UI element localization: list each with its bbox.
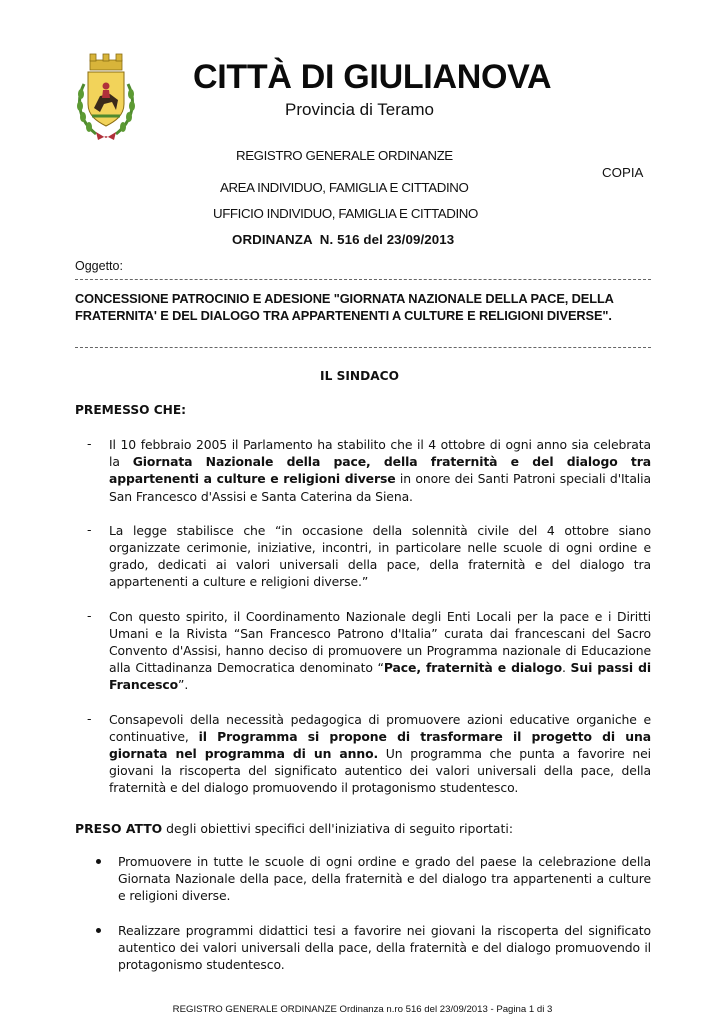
section-heading [0, 369, 725, 383]
text-run: ”. [178, 677, 189, 693]
dash-marker: - [87, 607, 92, 623]
sindaco-label: IL SINDACO [320, 369, 399, 383]
dash-marker: - [87, 710, 92, 726]
bold-text: Giornata Nazionale della pace, della fraternità e del dialogo tra appartenenti a culture e religioni diverse [109, 454, 651, 487]
text-run: Il 10 febbraio 2005 il Parlamento ha stabilito che il 4 ottobre di ogni anno sia celebrata la [109, 437, 651, 470]
office-label: UFFICIO INDIVIDUO, FAMIGLIA E CITTADINO [213, 206, 478, 221]
paragraph: Realizzare programmi didattici tesi a favorire nei giovani la riscoperta del significato autentico dei valori universali della pace, della fraternità e del dialogo promuovendo il protagonismo studentesco. [118, 922, 651, 973]
bold-text: il Programma si propone di trasformare il progetto di una giornata nel programma di un anno. [109, 728, 651, 762]
text-run: Consapevoli della necessità pedagogica di promuovere azioni educative organiche e continuative, [109, 711, 651, 744]
list-item [75, 711, 651, 797]
ordinance-del: del [363, 232, 383, 247]
city-title: CITTÀ DI GIULIANOVA [193, 58, 552, 96]
text-run: in onore dei Santi Patroni speciali d'Italia San Francesco d'Assisi e Santa Caterina da Siena. [109, 471, 651, 504]
premises-list [75, 436, 651, 814]
paragraph [109, 436, 651, 505]
paragraph [109, 711, 651, 797]
dash-marker: - [87, 521, 92, 537]
area-label: AREA INDIVIDUO, FAMIGLIA E CITTADINO [220, 180, 469, 195]
registry-label: REGISTRO GENERALE ORDINANZE [236, 148, 453, 163]
list-item [75, 922, 651, 974]
objectives-list [75, 853, 651, 990]
divider [75, 347, 651, 348]
subject-text: CONCESSIONE PATROCINIO E ADESIONE "GIORNATA NAZIONALE DELLA PACE, DELLA FRATERNITA' E DEL DIALOGO TRA APPARTENENTI A CULTURE E RELIGIONI DIVERSE". [75, 291, 614, 323]
paragraph [109, 608, 651, 694]
bullet-icon [96, 928, 101, 933]
copy-label: COPIA [602, 165, 644, 180]
bullet-icon [96, 859, 101, 864]
list-item [75, 522, 651, 591]
ordinance-number [232, 232, 454, 247]
paragraph: Promuovere in tutte le scuole di ogni ordine e grado del paese la celebrazione della Giornata Nazionale della pace, della fraternità e del dialogo tra appartenenti a culture e religioni diverse. [118, 854, 651, 904]
province-subtitle: Provincia di Teramo [285, 100, 434, 119]
text-run: Con questo spirito, il Coordinamento Nazionale degli Enti Locali per la pace e i Diritti Umani e la Rivista “San Francesco Patrono d'Italia” curata dai francescani del Sacro Convento d'Assisi, hanno deciso di promuovere un Programma nazionale di Educazione alla Cittadinanza Democratica denominato “ [109, 608, 651, 676]
ordinance-number-value: 516 [337, 232, 360, 247]
preso-atto-bold: PRESO ATTO [75, 821, 163, 836]
list-item [75, 853, 651, 905]
list-item [75, 608, 651, 694]
ordinance-prefix: ORDINANZA N. [232, 232, 334, 247]
divider [75, 279, 651, 280]
list-item [75, 436, 651, 505]
text-run: . [562, 660, 571, 676]
paragraph [109, 522, 651, 591]
preso-atto-paragraph [75, 820, 651, 837]
dash-marker: - [87, 436, 92, 451]
coat-of-arms-icon [74, 50, 138, 142]
text-run: degli obiettivi specifici dell'iniziativa di seguito riportati: [162, 821, 514, 836]
premesso-heading: PREMESSO CHE: [75, 403, 187, 417]
page-footer: REGISTRO GENERALE ORDINANZE Ordinanza n.ro 516 del 23/09/2013 - Pagina 1 di 3 [172, 1004, 553, 1015]
text-run: La legge stabilisce che “in occasione della solennità civile del 4 ottobre siano organizzate cerimonie, iniziative, incontri, in particolare nelle scuole di ogni ordine e grado, dedicati ai valori universali della pace, della fraternità e del dialogo tra appartenenti a culture e religioni diverse.” [109, 522, 651, 590]
subject-label: Oggetto: [75, 259, 123, 273]
text-run: Un programma che punta a favorire nei giovani la riscoperta del significato autentico dei valori universali della pace, della fraternità e del dialogo promuovendo il protagonismo studentesco. [109, 746, 651, 796]
ordinance-date: 23/09/2013 [386, 232, 455, 247]
bold-text: Sui passi di Francesco [109, 660, 651, 693]
bold-text: Pace, fraternità e dialogo [383, 660, 562, 676]
